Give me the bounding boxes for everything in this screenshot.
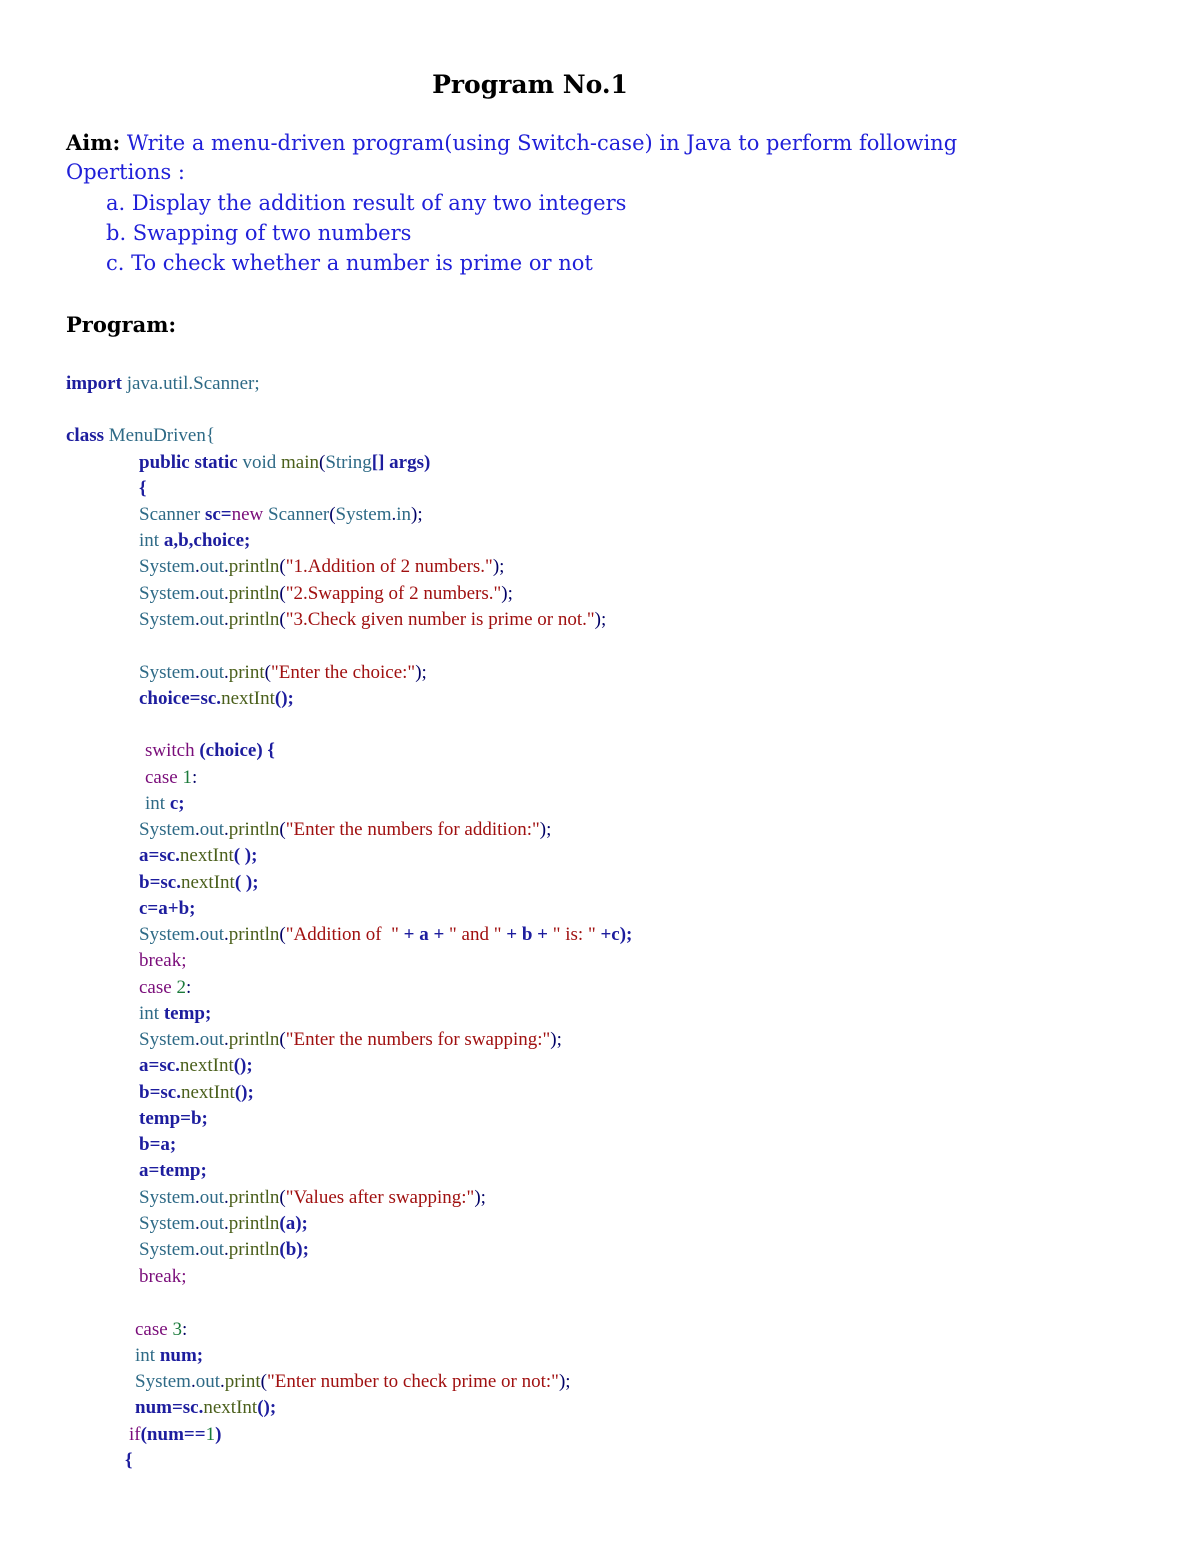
code-token: (choice) { xyxy=(194,740,275,761)
code-token: . xyxy=(223,609,229,630)
code-token: ); xyxy=(501,583,513,604)
code-token: ( xyxy=(260,1371,267,1392)
code-token: main xyxy=(276,452,319,473)
code-token: sc= xyxy=(200,504,232,525)
code-line xyxy=(139,610,606,629)
code-token: b=sc. xyxy=(139,872,181,893)
code-line xyxy=(139,1004,211,1023)
code-line xyxy=(139,1030,562,1049)
page-title: Program No.1 xyxy=(432,70,628,99)
code-token: ); xyxy=(474,1187,486,1208)
code-token: System xyxy=(139,583,195,604)
code-token: case xyxy=(135,1319,168,1340)
code-token: . xyxy=(223,1187,229,1208)
code-token: . xyxy=(223,556,229,577)
code-token: c=a+b; xyxy=(139,898,196,919)
code-token: int xyxy=(139,530,160,551)
code-token: java.util.Scanner; xyxy=(121,373,260,394)
code-line xyxy=(129,1425,221,1444)
code-token: "Enter the numbers for swapping:" xyxy=(285,1029,551,1050)
code-token: . xyxy=(194,662,200,683)
code-line xyxy=(145,794,185,813)
code-token: "Addition of " xyxy=(285,924,399,945)
code-line xyxy=(139,557,504,576)
code-token: out xyxy=(199,1239,224,1260)
code-token: . xyxy=(391,504,397,525)
code-line xyxy=(139,1109,208,1128)
code-token: . xyxy=(219,1371,225,1392)
code-line xyxy=(139,453,430,472)
option-a: a. Display the addition result of any two integers xyxy=(106,191,627,215)
code-token: out xyxy=(199,556,224,577)
code-token: ( xyxy=(279,1187,286,1208)
code-token: a,b,choice; xyxy=(159,530,251,551)
code-line xyxy=(139,1214,308,1233)
code-token: "1.Addition of 2 numbers." xyxy=(285,556,493,577)
code-token: "2.Swapping of 2 numbers." xyxy=(285,583,502,604)
code-token: . xyxy=(223,1029,229,1050)
code-token: void xyxy=(237,452,277,473)
code-token: : xyxy=(185,977,192,998)
code-token: : xyxy=(191,767,198,788)
code-token: System xyxy=(139,1239,195,1260)
code-token: 1 xyxy=(205,1424,216,1445)
code-token: out xyxy=(199,1213,224,1234)
code-token: println xyxy=(228,819,280,840)
code-token: in xyxy=(396,504,412,525)
code-token: . xyxy=(194,819,200,840)
code-token: 3 xyxy=(167,1319,182,1340)
code-token: . xyxy=(223,1239,229,1260)
code-line xyxy=(145,741,275,760)
code-token: . xyxy=(194,1213,200,1234)
code-token: System xyxy=(139,662,195,683)
code-token: num=sc. xyxy=(135,1397,204,1418)
code-token: System xyxy=(139,1213,195,1234)
code-token: ); xyxy=(492,556,505,577)
code-token: ) xyxy=(215,1424,222,1445)
code-token: (num== xyxy=(140,1424,206,1445)
code-token: : xyxy=(181,1319,188,1340)
code-line xyxy=(139,689,294,708)
code-token: println xyxy=(228,1239,280,1260)
code-line xyxy=(135,1346,203,1365)
code-token: out xyxy=(199,924,224,945)
code-line xyxy=(139,1267,186,1286)
code-line xyxy=(139,899,195,918)
code-token: System xyxy=(139,1187,195,1208)
code-line xyxy=(139,925,632,944)
code-token: a=temp; xyxy=(139,1160,207,1181)
code-token: temp=b; xyxy=(139,1108,208,1129)
code-token: ); xyxy=(415,662,427,683)
code-line xyxy=(139,951,186,970)
code-token: print xyxy=(224,1371,261,1392)
code-token: case xyxy=(145,767,178,788)
code-token: . xyxy=(194,583,200,604)
code-token: out xyxy=(199,583,224,604)
code-token: "Enter number to check prime or not:" xyxy=(266,1371,559,1392)
code-token: (); xyxy=(233,1055,253,1076)
code-token: . xyxy=(194,924,200,945)
code-token: . xyxy=(194,556,200,577)
aim-text-continued: Opertions : xyxy=(66,160,185,184)
code-token: out xyxy=(199,662,224,683)
code-line xyxy=(139,584,513,603)
code-token: a=sc. xyxy=(139,1055,180,1076)
code-token: Scanner xyxy=(139,504,201,525)
code-token: . xyxy=(223,819,229,840)
code-token: (a); xyxy=(279,1213,308,1234)
code-line xyxy=(139,1056,253,1075)
code-line xyxy=(139,505,423,524)
code-token: a=sc. xyxy=(139,845,180,866)
code-token: "Enter the numbers for addition:" xyxy=(285,819,540,840)
code-token: nextInt xyxy=(180,1082,235,1103)
code-line xyxy=(66,374,260,393)
code-token: . xyxy=(223,583,229,604)
code-token: int xyxy=(145,793,166,814)
code-token: System xyxy=(139,609,195,630)
code-token: String xyxy=(325,452,372,473)
code-line xyxy=(139,479,147,498)
code-token: + b + xyxy=(501,924,553,945)
code-token: num; xyxy=(155,1345,204,1366)
code-token: nextInt xyxy=(203,1397,258,1418)
code-token: public static xyxy=(139,452,238,473)
code-token: "Enter the choice:" xyxy=(270,662,416,683)
code-line xyxy=(66,426,215,445)
code-token: System xyxy=(139,924,195,945)
code-token: println xyxy=(228,1029,280,1050)
code-token: "Values after swapping:" xyxy=(285,1187,475,1208)
code-token: System xyxy=(139,819,195,840)
code-token: " and " xyxy=(449,924,502,945)
code-token: if xyxy=(129,1424,141,1445)
code-token: nextInt xyxy=(179,845,234,866)
code-token: (); xyxy=(257,1397,277,1418)
code-line xyxy=(139,1188,486,1207)
code-token: nextInt xyxy=(180,872,235,893)
program-heading: Program: xyxy=(66,312,177,337)
code-token: ( xyxy=(279,819,286,840)
code-line xyxy=(139,978,191,997)
code-line xyxy=(139,1135,176,1154)
code-token: System xyxy=(335,504,392,525)
code-token: ); xyxy=(550,1029,562,1050)
code-token: choice=sc. xyxy=(139,688,222,709)
code-token: print xyxy=(228,662,265,683)
code-token: Scanner xyxy=(263,504,330,525)
code-token: . xyxy=(223,924,229,945)
code-token: b=a; xyxy=(139,1134,177,1155)
code-token: (b); xyxy=(279,1239,309,1260)
code-token: ( ); xyxy=(234,872,259,893)
code-token: { xyxy=(139,478,147,499)
code-token: case xyxy=(139,977,172,998)
code-token: System xyxy=(139,556,195,577)
code-token: println xyxy=(228,556,280,577)
code-token: println xyxy=(228,609,280,630)
option-b: b. Swapping of two numbers xyxy=(106,221,412,245)
code-token: import xyxy=(66,373,122,394)
code-token: ( xyxy=(279,1029,286,1050)
code-token: . xyxy=(194,1239,200,1260)
code-token: System xyxy=(135,1371,191,1392)
code-line xyxy=(139,873,259,892)
code-token: println xyxy=(228,1187,280,1208)
code-token: break; xyxy=(139,950,187,971)
code-token: out xyxy=(199,1187,224,1208)
code-token: +c); xyxy=(595,924,633,945)
code-token: ); xyxy=(539,819,552,840)
code-line xyxy=(145,768,197,787)
code-line xyxy=(139,820,551,839)
code-token: out xyxy=(195,1371,220,1392)
code-token: 2 xyxy=(171,977,186,998)
code-token: ( xyxy=(279,924,286,945)
code-token: b=sc. xyxy=(139,1082,181,1103)
code-token: System xyxy=(139,1029,195,1050)
code-line xyxy=(135,1398,276,1417)
code-token: ); xyxy=(594,609,607,630)
code-token: . xyxy=(194,609,200,630)
code-token: out xyxy=(199,1029,224,1050)
option-c: c. To check whether a number is prime or not xyxy=(106,251,593,275)
code-token: class xyxy=(66,425,104,446)
code-token: nextInt xyxy=(221,688,275,709)
code-token: out xyxy=(199,609,224,630)
code-token: " is: " xyxy=(552,924,596,945)
code-token: ( xyxy=(279,609,286,630)
code-token: ( xyxy=(279,583,286,604)
code-token: println xyxy=(228,583,280,604)
code-token: { xyxy=(125,1450,133,1471)
code-token: 1 xyxy=(177,767,192,788)
code-token: ( xyxy=(279,556,286,577)
code-token: . xyxy=(190,1371,196,1392)
code-token: (); xyxy=(234,1082,254,1103)
code-line xyxy=(139,663,427,682)
code-token: ( xyxy=(318,452,326,473)
code-line xyxy=(139,846,257,865)
code-token: break; xyxy=(139,1266,187,1287)
code-line xyxy=(139,531,250,550)
code-token: switch xyxy=(145,740,195,761)
code-token: println xyxy=(228,924,280,945)
code-token: new xyxy=(231,504,264,525)
code-line xyxy=(135,1372,571,1391)
code-token: int xyxy=(135,1345,156,1366)
aim-text: Write a menu-driven program(using Switch-case) in Java to perform following xyxy=(120,131,958,155)
code-line xyxy=(139,1240,309,1259)
code-token: MenuDriven{ xyxy=(104,425,215,446)
code-token: c; xyxy=(165,793,185,814)
code-token: ); xyxy=(411,504,423,525)
code-token: (); xyxy=(274,688,294,709)
code-token: ( ); xyxy=(233,845,258,866)
code-token: int xyxy=(139,1003,160,1024)
code-token: . xyxy=(223,662,229,683)
code-token: println xyxy=(228,1213,280,1234)
code-token: ); xyxy=(558,1371,571,1392)
code-token: ( xyxy=(264,662,271,683)
code-token: out xyxy=(199,819,224,840)
code-token: . xyxy=(194,1029,200,1050)
code-token: ( xyxy=(329,504,336,525)
code-line xyxy=(139,1161,207,1180)
code-token: "3.Check given number is prime or not." xyxy=(285,609,595,630)
code-token: . xyxy=(194,1187,200,1208)
code-token: . xyxy=(223,1213,229,1234)
code-token: + a + xyxy=(398,924,450,945)
code-line xyxy=(139,1083,254,1102)
aim-statement xyxy=(66,130,957,155)
code-line xyxy=(125,1451,133,1470)
code-token: nextInt xyxy=(179,1055,234,1076)
code-line xyxy=(135,1320,187,1339)
aim-label: Aim: xyxy=(66,130,121,155)
code-token: temp; xyxy=(159,1003,212,1024)
code-token: [] args) xyxy=(371,452,431,473)
